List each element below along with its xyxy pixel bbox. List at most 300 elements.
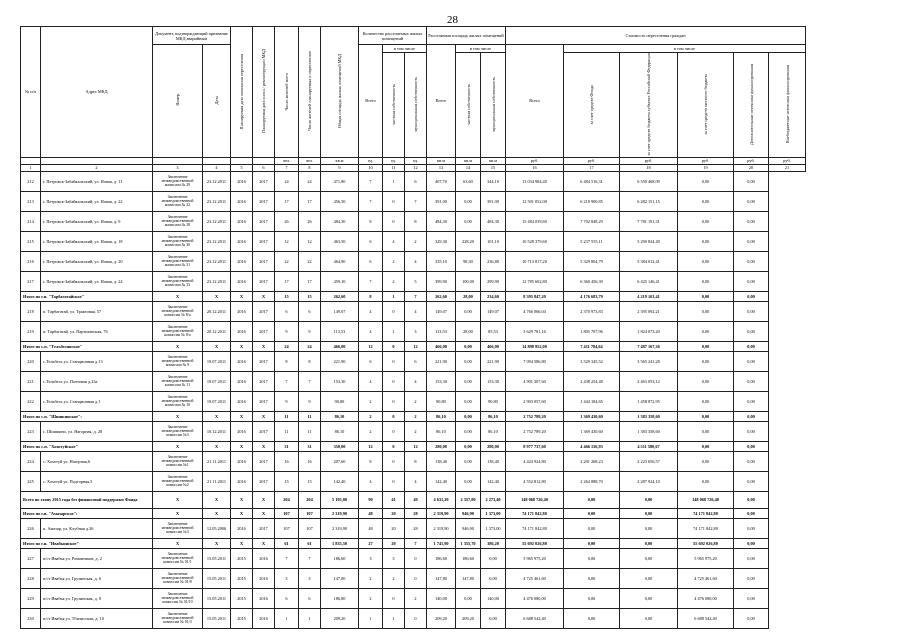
value-cell: 14 898 952,00 [506,341,564,351]
value-cell: 456,50 [321,191,359,211]
value-cell: 12 [405,441,427,451]
value-cell: 61 [299,538,321,548]
value-cell: 1 [383,321,405,341]
value-cell: 48 [359,508,383,518]
value-cell: 3 [299,568,321,588]
header-cost-local: за счет средств местного бюджета [678,53,734,158]
unit-cell-empty [153,157,203,164]
table-row [21,548,806,568]
value-cell: 7 702 848,29 [564,211,620,231]
value-cell: 12 785 602,80 [506,271,564,291]
value-cell: 7 [359,171,383,191]
value-cell: 149,07 [481,301,506,321]
table-row [21,588,806,608]
value-cell: 0 [383,441,405,451]
column-number-cell: 17 [564,164,620,171]
value-cell: 10 713 817,20 [506,251,564,271]
subtotal-row [21,441,806,451]
value-cell: 2 438 254,48 [564,371,620,391]
column-number-cell: 12 [405,164,427,171]
row-number-cell: 227 [21,548,41,568]
value-cell: 2 319,90 [321,508,359,518]
value-cell: 63,60 [456,171,481,191]
value-cell: 1 355,70 [456,538,481,548]
value-cell: 4 511 580,67 [620,441,678,451]
value-cell: 2 752 789,20 [506,421,564,441]
subtotal-label: Всего по этапу 2015 года без финансовой поддержки Фонда [21,491,153,508]
value-cell: 0,00 [456,451,481,471]
value-cell: 17 [299,271,321,291]
value-cell: 1 824 073,20 [620,321,678,341]
subtotal-row [21,291,806,301]
value-cell: 0,00 [678,271,734,291]
value-cell: 0,00 [456,441,481,451]
value-cell: 391,00 [481,191,506,211]
address-cell: с.Тельбесь ул. Почтовая д.23а [41,371,153,391]
row-number-cell: 223 [21,421,41,441]
value-cell: 15 484 039,60 [506,211,564,231]
value-cell: 28,00 [456,321,481,341]
address-cell: с.Тельбесь ул. Станционная д.13 [41,351,153,371]
value-cell: 11 [275,411,299,421]
value-cell: 2017 [253,451,275,471]
header-cost-extra: Дополнительные источники финансирования [734,53,769,158]
value-cell: 107 [275,518,299,538]
value-cell: 2 [359,421,383,441]
value-cell: 2017 [253,191,275,211]
value-cell: 0,00 [481,608,506,628]
address-cell: п. Тарбагатай, ул. Партизанская, 76 [41,321,153,341]
value-cell: 471,80 [321,171,359,191]
value-cell: 0,00 [456,588,481,608]
value-cell: 7 487 167,36 [620,341,678,351]
value-cell: 7 [405,191,427,211]
value-cell: 0,00 [456,371,481,391]
column-number-cell: 13 [427,164,456,171]
column-number-cell: 14 [456,164,481,171]
value-cell: 262,60 [321,291,359,301]
value-cell: 0,00 [734,441,769,451]
value-cell: 6 688 542,40 [506,608,564,628]
value-cell: 1 444 184,65 [564,391,620,411]
value-cell: 0,00 [481,568,506,588]
value-cell: 0,00 [678,351,734,371]
value-cell: 0,00 [678,251,734,271]
column-number-cell: 10 [359,164,383,171]
value-cell: 0,00 [678,321,734,341]
value-cell: X [153,341,203,351]
value-cell: 280,00 [481,441,506,451]
address-cell: п/ст Ивабья ул. Тбилисская, д. 10 [41,608,153,628]
value-cell: 2 [359,411,383,421]
row-number-cell: 226 [21,518,41,538]
unit-cell-empty [203,157,231,164]
value-cell: 23.12.2011 [203,171,231,191]
value-cell: 204 [299,491,321,508]
document-cell: Заключение межведомственной комиссии № 8/а [153,301,203,321]
value-cell: 8 [275,351,299,371]
value-cell: 2016 [231,421,253,441]
unit-cell: кв.м [456,157,481,164]
value-cell: 2 [383,568,405,588]
value-cell: X [153,441,203,451]
value-cell: 20 [383,508,405,518]
value-cell: 2016 [253,608,275,628]
value-cell: 2016 [231,171,253,191]
document-cell: Заключение межведомственной комиссии № 01/1 [153,548,203,568]
value-cell: 4 [359,471,383,491]
column-number-cell: 4 [203,164,231,171]
value-cell: 0,00 [734,518,769,538]
table-row [21,251,806,271]
value-cell: X [153,491,203,508]
value-cell: 2017 [253,321,275,341]
subtotal-row [21,491,806,508]
value-cell: X [231,491,253,508]
header-rooms-private: частная собственность [383,53,405,158]
value-cell: 4 [383,231,405,251]
header-total-area: Общая площадь жилых помещений МКД [321,27,359,158]
unit-cell-empty [21,157,41,164]
value-cell: 0,00 [564,588,620,608]
value-cell: 0 [383,411,405,421]
value-cell: 6 218 900,85 [564,191,620,211]
value-cell: 5 384 012,41 [620,251,678,271]
row-number-cell: 218 [21,301,41,321]
row-number-cell: 216 [21,251,41,271]
value-cell: 2016 [231,351,253,371]
value-cell: 2017 [253,271,275,291]
column-number-cell: 18 [620,164,678,171]
value-cell: 2 264 888,70 [564,471,620,491]
value-cell: 0,00 [678,291,734,301]
header-rooms-total: Всего [359,45,383,158]
address-cell: п/ст Ивабья ул. Грузинская, д. 6 [41,568,153,588]
value-cell: 2016 [231,451,253,471]
value-cell: 2 319,90 [321,518,359,538]
value-cell: 0,00 [678,171,734,191]
value-cell: 3 [275,568,299,588]
row-number-cell: 217 [21,271,41,291]
value-cell: 350,00 [321,441,359,451]
value-cell: 1 458 872,95 [620,391,678,411]
value-cell: 24 [275,171,299,191]
value-cell: 74 171 842,80 [678,508,734,518]
value-cell: X [253,491,275,508]
value-cell: X [203,491,231,508]
value-cell: 6 688 542,40 [678,608,734,628]
value-cell: 15.05.2011 [203,588,231,608]
value-cell: 2016 [253,568,275,588]
document-cell: Заключение межведомственной комиссии №2 [153,471,203,491]
value-cell: 2 395 092,21 [620,301,678,321]
header-rooms-municipal: муниципальная собственность [405,53,427,158]
header-doc-date: Дата [203,45,231,158]
value-cell: 8 395 847,20 [506,291,564,301]
value-cell: 6 425 146,41 [620,271,678,291]
address-cell: г. Петровск-Забайкальский, ул. Новая, д. 11 [41,171,153,191]
value-cell: 221,90 [321,351,359,371]
row-number-cell: 224 [21,451,41,471]
table-row [21,391,806,411]
value-cell: 0,00 [564,568,620,588]
value-cell: 1 373,00 [481,518,506,538]
value-cell: 0,00 [734,451,769,471]
column-number-cell: 8 [299,164,321,171]
table-row [21,608,806,628]
value-cell: 7 [299,371,321,391]
value-cell: 2 319,90 [427,508,456,518]
value-cell: 2 [359,391,383,411]
value-cell: 0 [383,211,405,231]
subtotal-row [21,538,806,548]
value-cell: 2016 [253,588,275,608]
value-cell: X [153,411,203,421]
value-cell: 0,00 [734,321,769,341]
value-cell: 17 [299,191,321,211]
unit-cell: кв.м [321,157,359,164]
value-cell: 2017 [253,301,275,321]
value-cell: X [253,538,275,548]
value-cell: 484,30 [481,211,506,231]
value-cell: 149,07 [321,301,359,321]
value-cell: 2016 [231,391,253,411]
value-cell: 0,00 [734,568,769,588]
value-cell: 11 [299,421,321,441]
table-header [21,27,806,172]
value-cell: 204 [275,491,299,508]
value-cell: 7 411 784,64 [564,341,620,351]
value-cell: 12 [275,231,299,251]
subtotal-row [21,411,806,421]
address-cell: г. Петровск-Забайкальский, ул. Новая, д. 20 [41,251,153,271]
value-cell: 0 [405,568,427,588]
value-cell: 262,60 [427,291,456,301]
value-cell: 228,20 [456,231,481,251]
value-cell: 19.07.2011 [203,391,231,411]
value-cell: 7 [275,371,299,391]
value-cell: 0,00 [620,491,678,508]
document-cell: Заключение межведомственной комиссии № 8/а [153,321,203,341]
row-number-cell: 214 [21,211,41,231]
value-cell: 329,30 [427,231,456,251]
header-cost-fund: за счет средств Фонда [564,53,620,158]
table-row [21,271,806,291]
value-cell: 335,10 [427,251,456,271]
header-area-private: частная собственность [456,53,481,158]
value-cell: 407,70 [427,171,456,191]
value-cell: 22 [299,251,321,271]
value-cell: 148 068 726,40 [678,491,734,508]
value-cell: 5 329 804,79 [564,251,620,271]
value-cell: 6 [359,231,383,251]
value-cell: 0,00 [734,371,769,391]
value-cell: 8 [359,211,383,231]
value-cell: 12 [359,441,383,451]
page-number: 28 [447,14,458,26]
value-cell: X [231,508,253,518]
value-cell: X [231,341,253,351]
value-cell: 6 [299,588,321,608]
value-cell: 2016 [231,231,253,251]
value-cell: 0,00 [734,291,769,301]
value-cell: 147,80 [427,568,456,588]
header-rooms-group: Количество расселяемых жилых помещений [359,27,427,45]
table-row [21,351,806,371]
value-cell: 1 [299,608,321,628]
value-cell: 6 550 468,09 [620,171,678,191]
value-cell: 4 725 461,60 [678,568,734,588]
value-cell: 8 977 737,60 [506,441,564,451]
value-cell: 90,80 [481,391,506,411]
document-cell: Заключение межведомственной комиссии № 01/8 [153,568,203,588]
value-cell: X [253,341,275,351]
unit-cell: ед. [405,157,427,164]
value-cell: 6 [405,171,427,191]
value-cell: X [153,538,203,548]
value-cell: 2016 [231,321,253,341]
value-cell: 1 [275,608,299,628]
value-cell: 2 752 789,20 [506,411,564,421]
header-cost-total: Всего [506,45,564,158]
value-cell: 31 [275,441,299,451]
table-row [21,451,806,471]
row-number-cell: 229 [21,588,41,608]
column-number-cell: 5 [231,164,253,171]
row-number-cell: 228 [21,568,41,588]
relocation-table [20,26,806,629]
value-cell: 7 [275,548,299,568]
value-cell: 15.05.2011 [203,568,231,588]
header-rooms-incl: в том числе [383,45,427,53]
value-cell: 5 290 824,49 [620,231,678,251]
value-cell: 15 [299,291,321,301]
value-cell: 1 369 430,60 [564,411,620,421]
column-number-cell: 15 [481,164,506,171]
value-cell: X [203,411,231,421]
value-cell: 2016 [231,191,253,211]
value-cell: 4 901 307,60 [506,371,564,391]
value-cell: 236,80 [481,251,506,271]
value-cell: 86,10 [321,411,359,421]
value-cell: 13 034 984,40 [506,171,564,191]
value-cell: 153,30 [481,371,506,391]
address-cell: г. Петровск-Забайкальский, ул. Новая, д. 18 [41,231,153,251]
value-cell: 1 [383,291,405,301]
value-cell: 148 068 726,40 [506,491,564,508]
header-address: Адрес МКД [41,27,153,158]
unit-cell-empty [231,157,253,164]
value-cell: 0,00 [734,471,769,491]
value-cell: 19.07.2011 [203,351,231,371]
value-cell: 0,00 [734,608,769,628]
value-cell: 0,00 [620,568,678,588]
value-cell: 15.05.2011 [203,548,231,568]
value-cell: 186,60 [427,548,456,568]
value-cell: 2017 [253,518,275,538]
value-cell: 74 171 842,80 [506,518,564,538]
value-cell: 147,80 [321,568,359,588]
address-cell: п/ст Ивабья ул. Грузинская, д. 8 [41,588,153,608]
value-cell: 1 835,50 [321,538,359,548]
table-row [21,231,806,251]
value-cell: 23.12.2011 [203,251,231,271]
value-cell: 186,60 [321,548,359,568]
value-cell: 2017 [253,371,275,391]
row-number-cell: 230 [21,608,41,628]
value-cell: 20.12.2011 [203,321,231,341]
table-row [21,301,806,321]
value-cell: 0 [405,548,427,568]
value-cell: 23.12.2011 [203,231,231,251]
value-cell: 100,00 [456,271,481,291]
address-cell: п. Тарбагатай, ул. Трактовая, 57 [41,301,153,321]
address-cell: п/ст Ивабья ул. Романтиков, д. 2 [41,548,153,568]
value-cell: 3 [405,321,427,341]
unit-cell: ед. [359,157,383,164]
table-row [21,518,806,538]
value-cell: 9 [275,391,299,411]
header-planned-end: Планируемая дата окончания переселения [231,27,253,158]
document-cell: Заключение межведомственной комиссии № 11 [153,371,203,391]
value-cell: 0,00 [678,441,734,451]
value-cell: 386,20 [481,538,506,548]
value-cell: 209,20 [456,608,481,628]
table-body [21,171,806,628]
value-cell: X [231,441,253,451]
value-cell: 15 [299,471,321,491]
unit-cell: кв.м [427,157,456,164]
value-cell: 2016 [231,371,253,391]
value-cell: 107 [299,518,321,538]
value-cell: 209,20 [321,608,359,628]
unit-cell-empty [41,157,153,164]
table-row [21,171,806,191]
value-cell: 20 [383,518,405,538]
value-cell: 20 [383,538,405,548]
row-number-cell: 225 [21,471,41,491]
header-cost-subject: за счет средств бюджета субъекта Российской Федерации [620,53,678,158]
value-cell: 113,53 [427,321,456,341]
value-cell: 0,00 [564,538,620,548]
document-cell: Заключение межведомственной комиссии № 28 [153,211,203,231]
value-cell: 6 [275,301,299,321]
value-cell: 4 [359,321,383,341]
value-cell: 4 [405,371,427,391]
header-residents-count: Число жителей всего [275,27,299,158]
value-cell: 113,53 [321,321,359,341]
column-number-cell: 9 [321,164,359,171]
header-cost-incl: в том числе [564,45,806,53]
value-cell: 466,00 [427,341,456,351]
value-cell: 1 [383,608,405,628]
value-cell: 8 [299,351,321,371]
value-cell: 7 [405,538,427,548]
subtotal-row [21,341,806,351]
subtotal-row [21,508,806,518]
value-cell: 86,10 [321,421,359,441]
value-cell: 4 552 812,80 [506,471,564,491]
subtotal-label: Итого по г.п. "Ивабьинское" [21,538,153,548]
value-cell: 0,00 [734,391,769,411]
value-cell: 15 [275,291,299,301]
value-cell: 2 [405,411,427,421]
column-numbers-row [21,164,806,171]
value-cell: 12 [359,341,383,351]
value-cell: 0,00 [564,518,620,538]
value-cell: X [203,538,231,548]
address-cell: с. Шишкино, ул. Нагорная, д. 28 [41,421,153,441]
